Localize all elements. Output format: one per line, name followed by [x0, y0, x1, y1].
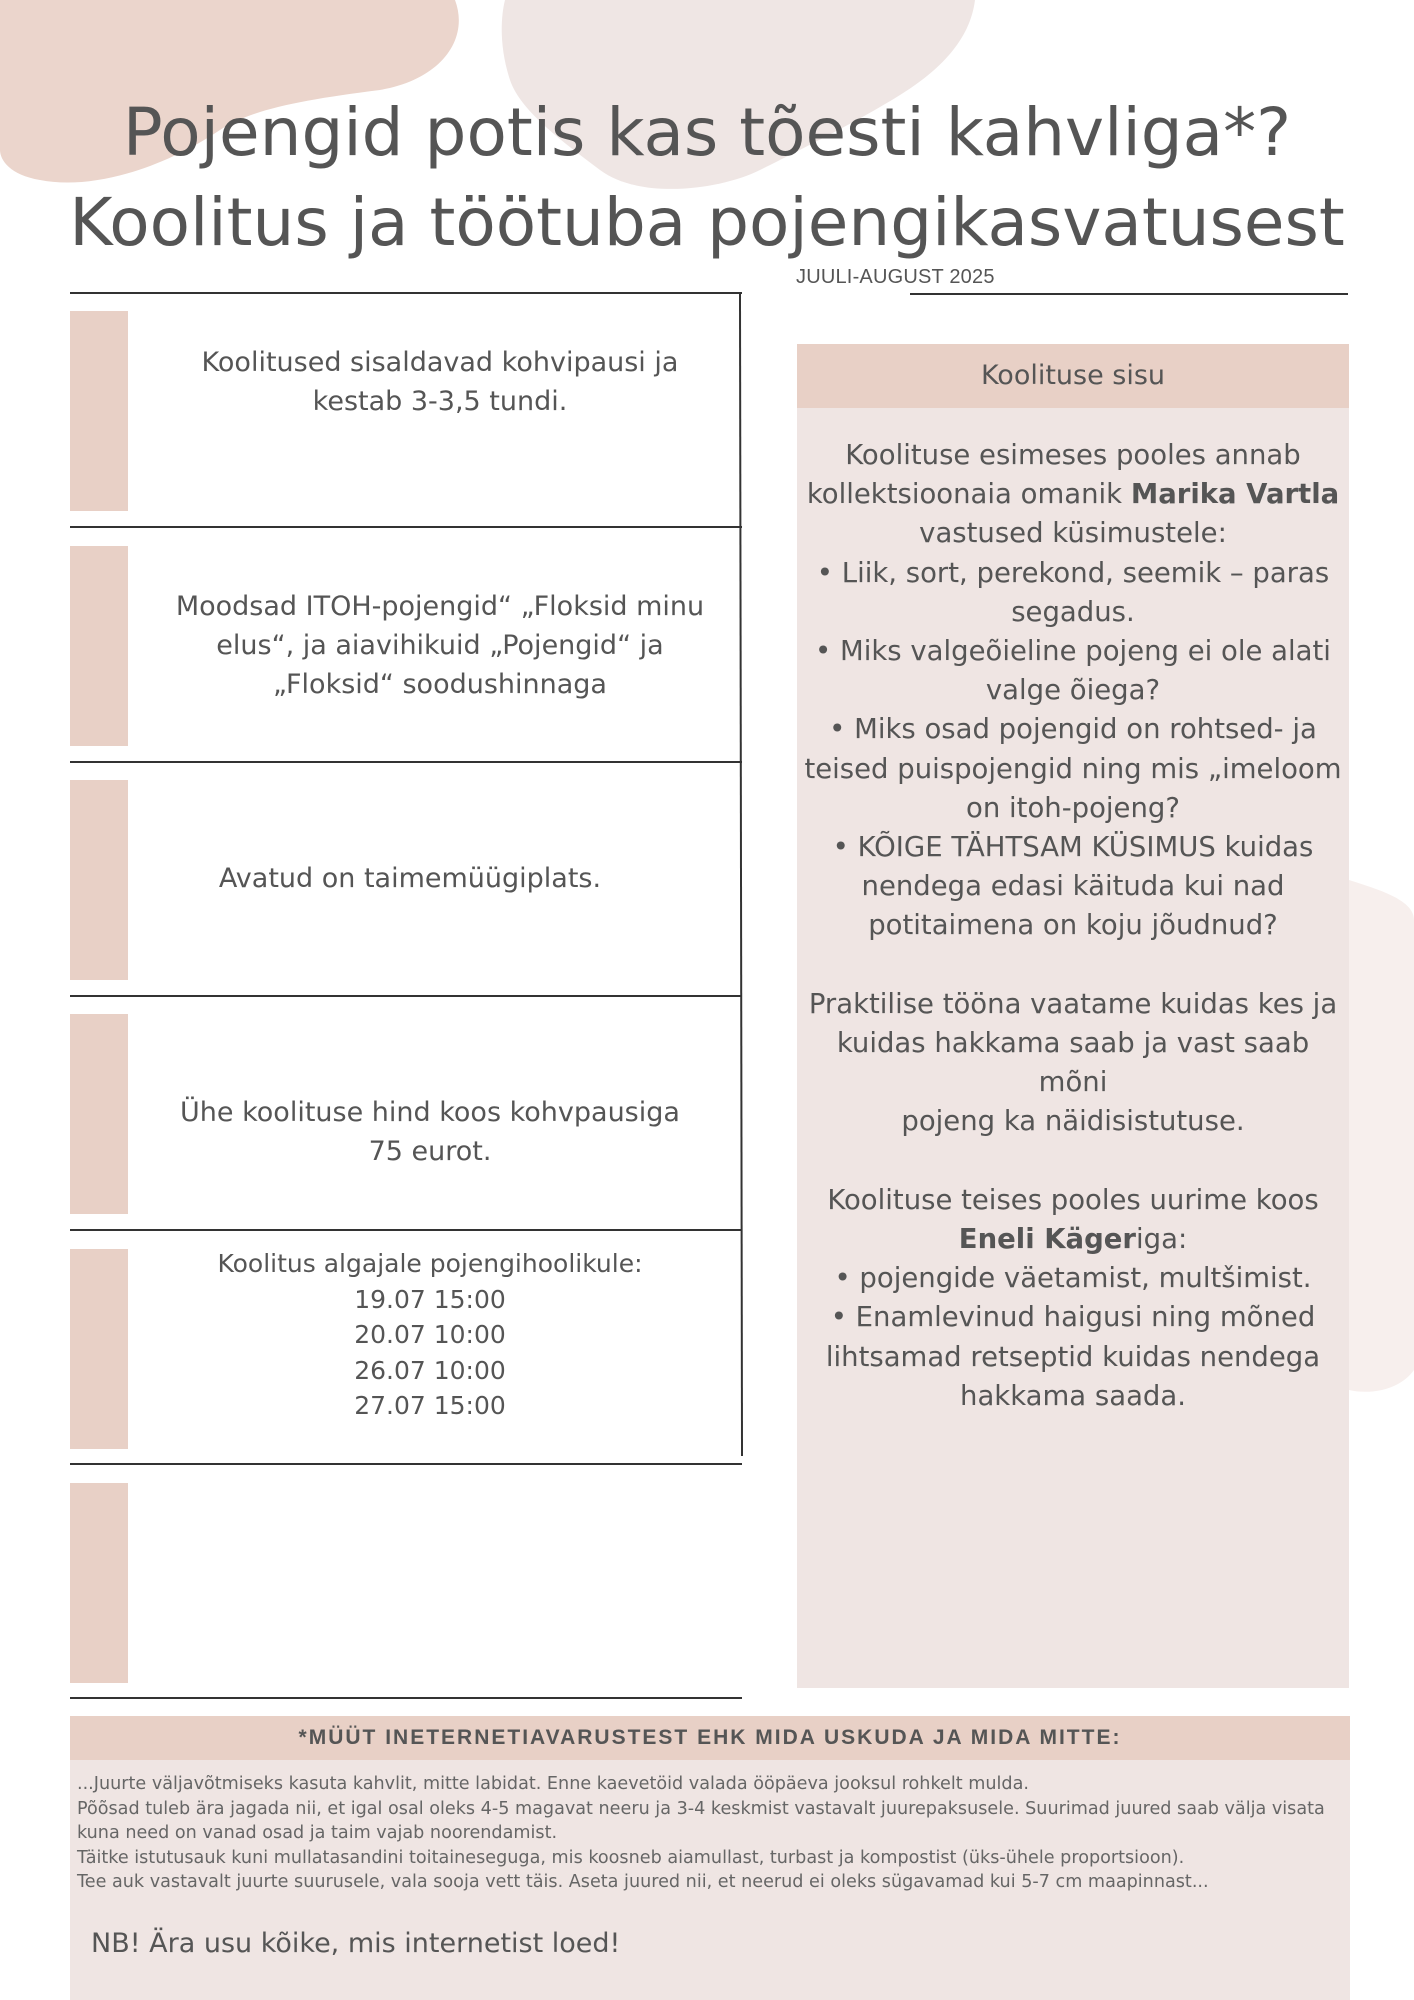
content-line: teised puispojengid ning mis „imeloom: [804, 752, 1342, 785]
content-line: • Miks valgeõieline pojeng ei ole alati: [815, 635, 1331, 668]
content-line: kollektsioonaia omanik Marika Vartla: [806, 478, 1340, 511]
schedule-date: 26.07 10:00: [354, 1355, 506, 1385]
schedule-heading: Koolitus algajale pojengihoolikule:: [217, 1249, 643, 1278]
content-line: • KÕIGE TÄHTSAM KÜSIMUS kuidas: [832, 831, 1314, 864]
content-line: valge õiega?: [985, 674, 1161, 707]
nb-warning: NB! Ära usu kõike, mis internetist loed!: [91, 1928, 621, 1959]
info-cell-price: [140, 1093, 720, 1171]
content-line: nendega edasi käituda kui nad: [861, 870, 1285, 903]
left-divider-3: [70, 995, 742, 997]
cell-line: Moodsad ITOH-pojengid“ „Floksid minu: [175, 591, 705, 622]
left-divider-5: [70, 1463, 742, 1465]
content-line: potitaimena on koju jõudnud?: [868, 909, 1278, 942]
left-divider-4: [70, 1229, 742, 1231]
content-line: Koolituse teises pooles uurime koos: [827, 1183, 1319, 1216]
content-line: • Enamlevinud haigusi ning mõned: [830, 1301, 1316, 1334]
accent-tab-2: [70, 546, 128, 746]
content-line: Eneli Kägeriga:: [958, 1223, 1188, 1256]
title-line-1: Pojengid potis kas tõesti kahvliga*?: [122, 94, 1292, 171]
myth-line: kuna need on vanad osad ja taim vajab noorendamist.: [77, 1823, 558, 1843]
left-divider-bottom: [70, 1697, 742, 1699]
cell-line: Koolitused sisaldavad kohvipausi ja: [201, 347, 679, 378]
content-line: • Liik, sort, perekond, seemik – paras: [816, 556, 1330, 589]
schedule-date: 27.07 15:00: [354, 1391, 506, 1420]
left-divider-1: [70, 526, 742, 528]
content-line: kuidas hakkama saab ja vast saab mõni: [836, 1027, 1310, 1099]
blob-right: [1349, 880, 1414, 1392]
content-line: • Miks osad pojengid on rohtsed- ja: [829, 713, 1317, 746]
content-line: Koolituse esimeses pooles annab: [845, 439, 1301, 471]
info-cell-coffee-break: [150, 343, 730, 421]
content-line: lihtsamad retseptid kuidas nendega: [825, 1340, 1321, 1373]
accent-tab-5: [70, 1249, 128, 1449]
left-divider-top: [70, 292, 742, 294]
cell-line: 75 eurot.: [368, 1136, 492, 1167]
left-divider-2: [70, 761, 742, 763]
content-line: hakkama saada.: [960, 1379, 1186, 1412]
myth-line: Täitke istutusauk kuni mullatasandini toitaineseguga, mis koosneb aiamullast, turbast ja kompostist (üks-ühele proportsioon).: [77, 1847, 1185, 1868]
myths-text: [77, 1772, 1345, 1895]
cell-line: Ühe koolituse hind koos kohvpausiga: [180, 1097, 680, 1128]
cell-line: Avatud on taimemüügiplats.: [218, 863, 602, 894]
date-range: JUULI-AUGUST 2025: [796, 266, 995, 288]
date-underline: [910, 293, 1348, 295]
accent-tab-4: [70, 1014, 128, 1214]
cell-line: elus“, ja aiavihikuid „Pojengid“ ja: [216, 630, 664, 661]
schedule-cell: [140, 1246, 720, 1424]
content-line: pojeng ka näidisistutuse.: [901, 1105, 1245, 1138]
myth-line: Tee auk vastavalt juurte suurusele, vala sooja vett täis. Aseta juured nii, et neerud ei oleks sügavamad kui 5-7 cm maapinnast...: [77, 1872, 1209, 1892]
content-line: Praktilise tööna vaatame kuidas kes ja: [808, 987, 1338, 1020]
myth-line: Põõsad tuleb ära jagada nii, et igal osal oleks 4-5 magavat neeru ja 3-4 keskmist vastavalt juurepaksusele. Suurimad juured saab välja visata: [77, 1798, 1325, 1819]
accent-tab-6: [70, 1483, 128, 1683]
content-line: • pojengide väetamist, multšimist.: [834, 1262, 1312, 1295]
cell-line: „Floksid“ soodushinnaga: [273, 669, 607, 700]
title-line-2: Koolitus ja töötuba pojengikasvatusest: [69, 184, 1345, 261]
myth-line: ...Juurte väljavõtmiseks kasuta kahvlit, mitte labidat. Enne kaevetöid valada ööpäeva jooksul rohkelt mulda.: [77, 1774, 1029, 1794]
schedule-date: 20.07 10:00: [354, 1320, 506, 1349]
myths-heading: *MÜÜT INETERNETIAVARUSTEST EHK MIDA USKUDA JA MIDA MITTE:: [70, 1716, 1350, 1760]
course-content-body: [800, 436, 1346, 1416]
trainer-name-eneli: Eneli Käger: [958, 1223, 1136, 1256]
accent-tab-1: [70, 311, 128, 511]
schedule-date: 19.07 15:00: [354, 1284, 506, 1314]
cell-line: kestab 3-3,5 tundi.: [312, 386, 568, 417]
trainer-name-marika: Marika Vartla: [1130, 478, 1340, 511]
content-line: vastused küsimustele:: [919, 517, 1227, 550]
content-line: on itoh-pojeng?: [966, 791, 1180, 824]
info-cell-books: [150, 587, 730, 704]
course-content-heading: Koolituse sisu: [797, 344, 1349, 408]
content-line: segadus.: [1011, 595, 1135, 628]
info-cell-plant-sale: [120, 859, 700, 898]
